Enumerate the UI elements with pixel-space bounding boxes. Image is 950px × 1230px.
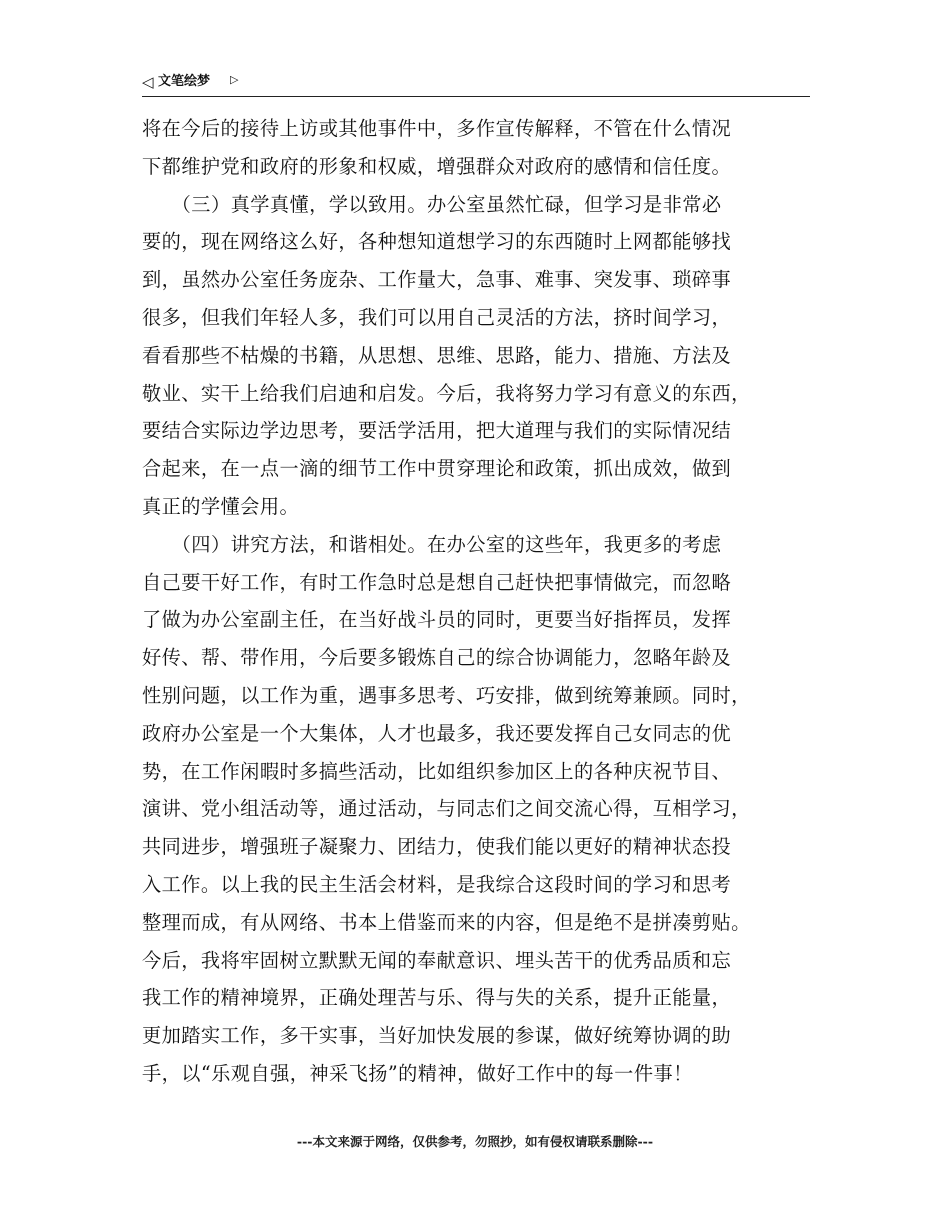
- text-line: 更加踏实工作，多干实事，当好加快发展的参谋，做好统筹协调的助: [142, 1024, 732, 1048]
- text-line: 很多，但我们年轻人多，我们可以用自己灵活的方法，挤时间学习，: [142, 305, 732, 329]
- text-line: 自己要干好工作，有时工作急时总是想自己赶快把事情做完，而忽略: [142, 570, 732, 594]
- text-line: 手，以“乐观自强，神采飞扬”的精神，做好工作中的每一件事！: [142, 1061, 693, 1085]
- text-line: 要的，现在网络这么好，各种想知道想学习的东西随时上网都能够找: [142, 230, 732, 254]
- text-line: 要结合实际边学边思考，要活学活用，把大道理与我们的实际情况结: [142, 419, 732, 443]
- triangle-left-icon: ◁: [142, 73, 154, 91]
- text-line: 将在今后的接待上访或其他事件中，多作宣传解释，不管在什么情况: [142, 117, 732, 140]
- text-line: 看看那些不枯燥的书籍，从思想、思维、思路，能力、措施、方法及: [142, 343, 732, 367]
- text-line: 政府办公室是一个大集体，人才也最多，我还要发挥自己女同志的优: [142, 721, 732, 745]
- text-line: 整理而成，有从网络、书本上借鉴而来的内容，但是绝不是拼凑剪贴。: [142, 910, 751, 934]
- text-line: 了做为办公室副主任，在当好战斗员的同时，更要当好指挥员，发挥: [142, 608, 732, 632]
- text-line: 我工作的精神境界，正确处理苦与乐、得与失的关系，提升正能量，: [142, 986, 732, 1010]
- triangle-right-icon: ▷: [230, 73, 239, 86]
- text-line: 今后，我将牢固树立默默无闻的奉献意识、埋头苦干的优秀品质和忘: [142, 948, 732, 972]
- text-line: 好传、帮、带作用，今后要多锻炼自己的综合协调能力，忽略年龄及: [142, 646, 732, 670]
- text-line: 共同进步，增强班子凝聚力、团结力，使我们能以更好的精神状态投: [142, 835, 732, 859]
- text-line: 合起来，在一点一滴的细节工作中贯穿理论和政策，抓出成效，做到: [142, 457, 732, 481]
- text-line: 入工作。以上我的民主生活会材料，是我综合这段时间的学习和思考: [142, 872, 732, 896]
- text-line: 性别问题，以工作为重，遇事多思考、巧安排，做到统筹兼顾。同时，: [142, 683, 751, 707]
- text-line: （三）真学真懂，学以致用。办公室虽然忙碌，但学习是非常必: [142, 192, 722, 216]
- text-line: 下都维护党和政府的形象和权威，增强群众对政府的感情和信任度。: [142, 154, 732, 178]
- text-line: 演讲、党小组活动等，通过活动，与同志们之间交流心得，互相学习，: [142, 797, 751, 821]
- text-line: 敬业、实干上给我们启迪和启发。今后，我将努力学习有意义的东西，: [142, 381, 751, 405]
- header-brand: 文笔绘梦: [158, 74, 211, 89]
- text-line: 真正的学懂会用。: [142, 494, 300, 518]
- text-line: 到，虽然办公室任务庞杂、工作量大，急事、难事、突发事、琐碎事: [142, 268, 732, 292]
- document-body: [142, 110, 812, 1093]
- page-footer: ---本文来源于网络，仅供参考，勿照抄，如有侵权请联系删除---: [296, 1134, 654, 1149]
- text-line: 势，在工作闲暇时多搞些活动，比如组织参加区上的各种庆祝节目、: [142, 759, 732, 783]
- page-header: [142, 70, 810, 97]
- text-line: （四）讲究方法，和谐相处。在办公室的这些年，我更多的考虑: [142, 532, 722, 556]
